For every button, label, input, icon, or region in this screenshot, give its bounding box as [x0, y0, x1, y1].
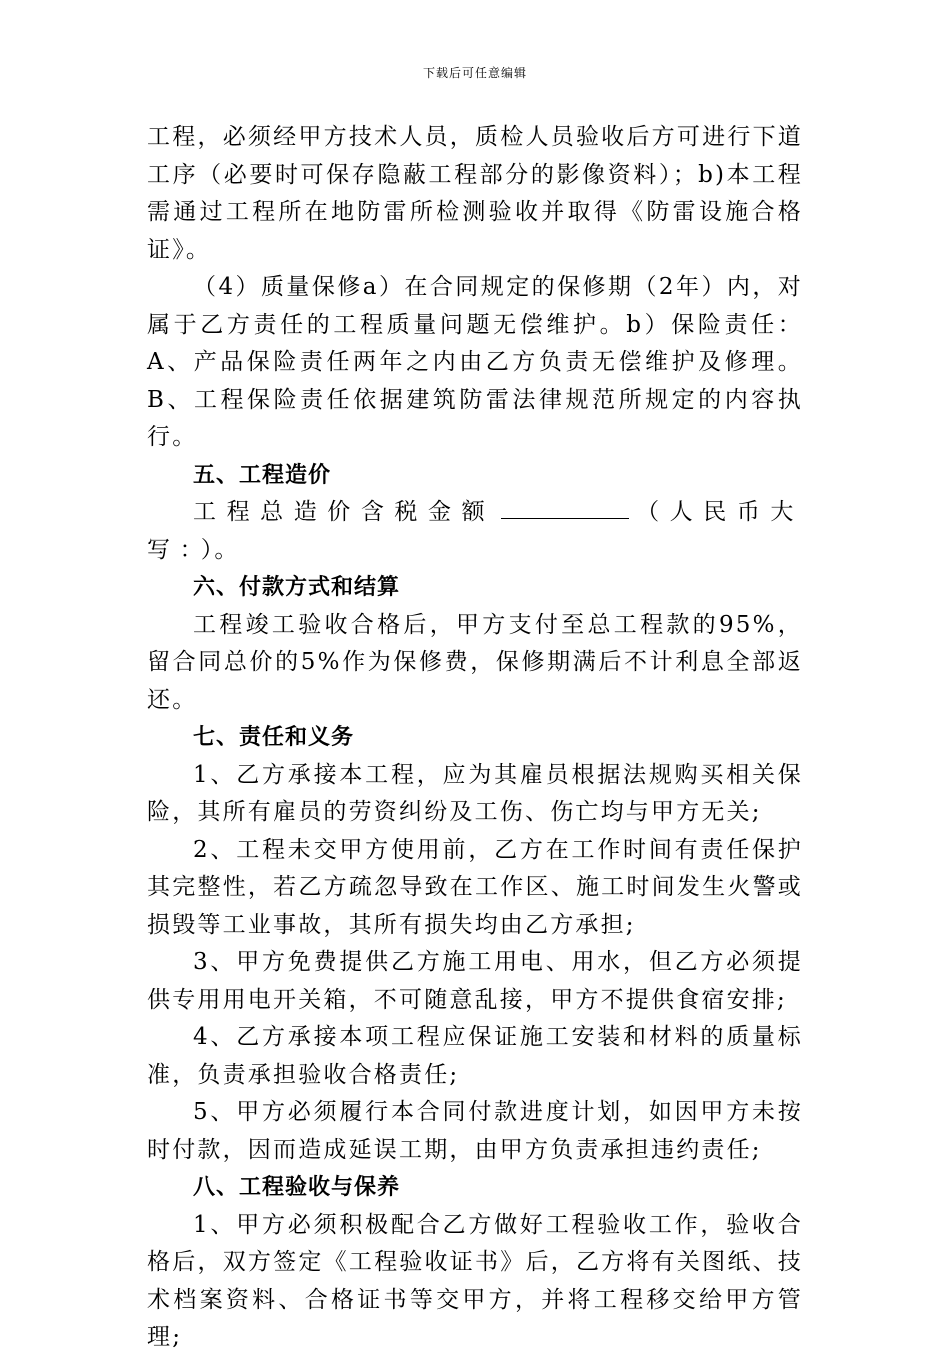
document-body [147, 119, 803, 1357]
paragraph-warranty: （4）质量保修a）在合同规定的保修期（2年）内，对属于乙方责任的工程质量问题无偿维护。b）保险责任：A、产品保险责任两年之内由乙方负责无偿维护及修理。B、工程保险责任依据建筑防雷法律规范所规定的内容执行。 [147, 274, 803, 450]
cost-blank-field [501, 498, 629, 519]
paragraph-duty-1: 1、乙方承接本工程，应为其雇员根据法规购买相关保险，其所有雇员的劳资纠纷及工伤、伤亡均与甲方无关; [147, 761, 803, 825]
paragraph-payment: 工程竣工验收合格后，甲方支付至总工程款的95%，留合同总价的5%作为保修费，保修期满后不计利息全部返还。 [147, 611, 803, 713]
paragraph-duty-3: 3、甲方免费提供乙方施工用电、用水，但乙方必须提供专用用电开关箱，不可随意乱接，甲方不提供食宿安排; [147, 949, 803, 1013]
section-heading-duties: 七、责任和义务 [193, 725, 355, 750]
paragraph-duty-2: 2、工程未交甲方使用前，乙方在工作时间有责任保护其完整性，若乙方疏忽导致在工作区、施工时间发生火警或损毁等工业事故，其所有损失均由乙方承担; [147, 836, 803, 938]
paragraph-acceptance-1: 1、甲方必须积极配合乙方做好工程验收工作，验收合格后，双方签定《工程验收证书》后，乙方将有关图纸、技术档案资料、合格证书等交甲方，并将工程移交给甲方管理; [147, 1211, 803, 1350]
section-heading-acceptance: 八、工程验收与保养 [193, 1175, 401, 1200]
paragraph-cost [147, 494, 803, 569]
cost-label: 工程总造价含税金额 [193, 499, 496, 525]
page-header: 下载后可任意编辑 [422, 66, 527, 80]
section-heading-cost: 五、工程造价 [193, 462, 332, 488]
paragraph-duty-5: 5、甲方必须履行本合同付款进度计划，如因甲方未按时付款，因而造成延误工期，由甲方负责承担违约责任; [147, 1099, 803, 1163]
cost-rmb-label: （人民币大写： [147, 499, 803, 563]
cost-close: ）。 [200, 536, 240, 563]
section-heading-payment: 六、付款方式和结算 [193, 575, 401, 600]
paragraph-inspection: 工程，必须经甲方技术人员，质检人员验收后方可进行下道工序（必要时可保存隐蔽工程部分的影像资料）；b)本工程需通过工程所在地防雷所检测验收并取得《防雷设施合格证》。 [147, 124, 803, 263]
paragraph-duty-4: 4、乙方承接本项工程应保证施工安装和材料的质量标准，负责承担验收合格责任; [147, 1024, 803, 1088]
